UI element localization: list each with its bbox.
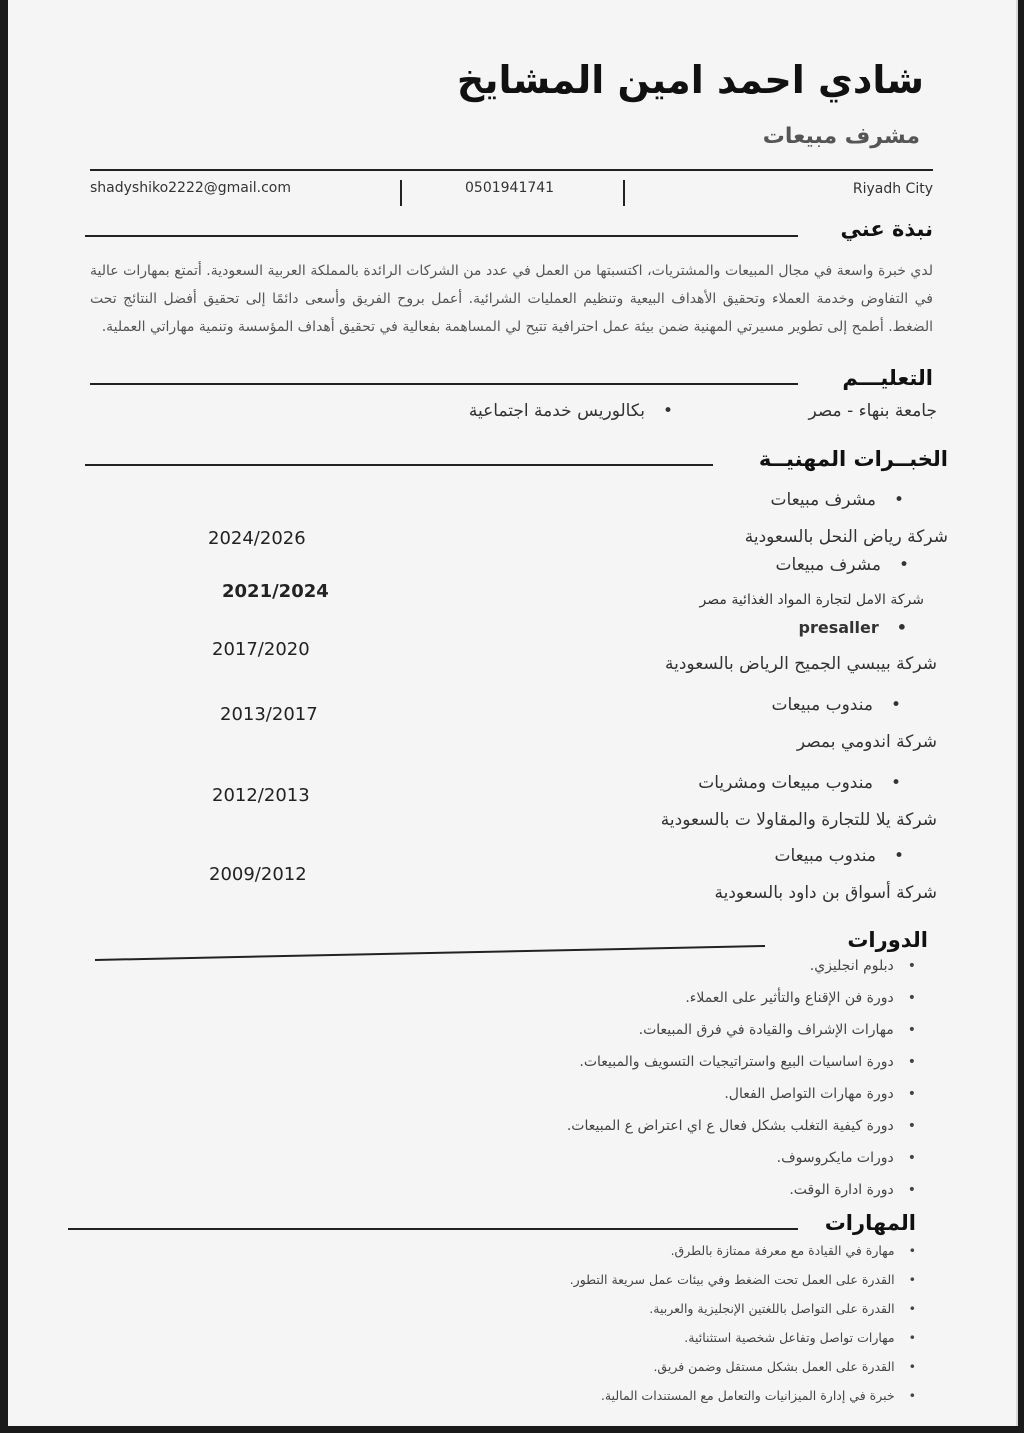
job-company: شركة يلا للتجارة والمقاولا ت بالسعودية: [660, 810, 937, 830]
job-role: • مندوب مبيعات ومشريات: [698, 773, 901, 793]
divider: [88, 940, 788, 965]
full-name: شادي احمد امين المشايخ: [456, 58, 924, 102]
divider: [90, 169, 933, 171]
skill-item: • القدرة على التواصل باللغتين الإنجليزية والعربية.: [649, 1301, 916, 1316]
divider: [400, 180, 402, 206]
job-company: شركة اندومي بمصر: [796, 732, 937, 752]
job-title: مشرف مبيعات: [762, 124, 920, 149]
about-text: لدي خبرة واسعة في مجال المبيعات والمشتريات، اكتسبتها من العمل في عدد من الشركات الرائدة بالمملكة العربية السعودية. أتمتع بمهارات عالية في التفاوض وخدمة العملاء وتحقيق الأهداف البيعية وتنظيم العمليات الشرائية. أعمل بروح الفريق وأسعى دائمًا إلى تحقيق أفضل النتائج تحت الضغط. أطمح إلى تطوير مسيرتي المهنية ضمن بيئة عمل احترافية تتيح لي المساهمة بفعالية في تحقيق أهداف المؤسسة وتنمية مهاراتي العملية.: [90, 263, 933, 335]
job-company: شركة رياض النحل بالسعودية: [744, 527, 948, 547]
job-period: 2024/2026: [208, 528, 306, 549]
job-period: 2017/2020: [212, 639, 310, 660]
divider: [68, 1228, 798, 1230]
experience-heading: الخبــرات المهنيــة: [758, 447, 948, 471]
job-period: 2013/2017: [220, 704, 318, 725]
course-item: • دورة ادارة الوقت.: [789, 1182, 916, 1198]
course-item: • دبلوم انجليزي.: [810, 958, 916, 974]
about-heading: نبذة عني: [840, 217, 933, 241]
job-role: • مندوب مبيعات: [774, 846, 904, 866]
skill-item: • مهارة في القيادة مع معرفة ممتازة بالطرق.: [671, 1243, 916, 1258]
job-role: • مندوب مبيعات: [771, 695, 901, 715]
course-item: • مهارات الإشراف والقيادة في فرق المبيعات.: [639, 1022, 916, 1038]
courses-heading: الدورات: [847, 928, 928, 952]
course-item: • دورة اساسيات البيع واستراتيجيات التسويف والمبيعات.: [579, 1054, 916, 1070]
skills-heading: المهارات: [824, 1211, 916, 1235]
divider: [85, 464, 713, 466]
phone: 0501941741: [465, 180, 555, 196]
cv-page: [8, 0, 1018, 1426]
skill-item: • مهارات تواصل وتفاعل شخصية استثنائية.: [684, 1330, 916, 1345]
divider: [623, 180, 625, 206]
course-item: • دورة كيفية التغلب بشكل فعال ع اي اعتراض ع المبيعات.: [567, 1118, 916, 1134]
skill-item: • القدرة على العمل تحت الضغط وفي بيئات عمل سريعة التطور.: [570, 1272, 916, 1287]
divider: [85, 235, 798, 237]
course-item: • دورات مايكروسوف.: [777, 1150, 916, 1166]
degree: • بكالوريس خدمة اجتماعية: [469, 401, 673, 421]
job-role: • presaller: [799, 618, 907, 637]
education-heading: التعليـــم: [842, 366, 933, 390]
job-period: 2009/2012: [209, 864, 307, 885]
skill-item: • خبرة في إدارة الميزانيات والتعامل مع المستندات المالية.: [601, 1388, 916, 1403]
job-period: 2021/2024: [222, 581, 329, 602]
job-role: • مشرف مبيعات: [771, 490, 904, 510]
job-company: شركة الامل لتجارة المواد الغذائية مصر: [699, 592, 924, 608]
job-role: • مشرف مبيعات: [776, 555, 909, 575]
university: جامعة بنهاء - مصر: [808, 401, 937, 421]
job-company: شركة بيبسي الجميح الرياض بالسعودية: [665, 654, 937, 674]
email: shadyshiko2222@gmail.com: [90, 180, 292, 196]
divider: [90, 383, 798, 385]
job-period: 2012/2013: [212, 785, 310, 806]
city: Riyadh City: [852, 181, 933, 197]
skill-item: • القدرة على العمل بشكل مستقل وضمن فريق.: [653, 1359, 916, 1374]
job-company: شركة أسواق بن داود بالسعودية: [714, 883, 937, 903]
course-item: • دورة مهارات التواصل الفعال.: [724, 1086, 916, 1102]
course-item: • دورة فن الإقناع والتأثير على العملاء.: [685, 990, 916, 1006]
